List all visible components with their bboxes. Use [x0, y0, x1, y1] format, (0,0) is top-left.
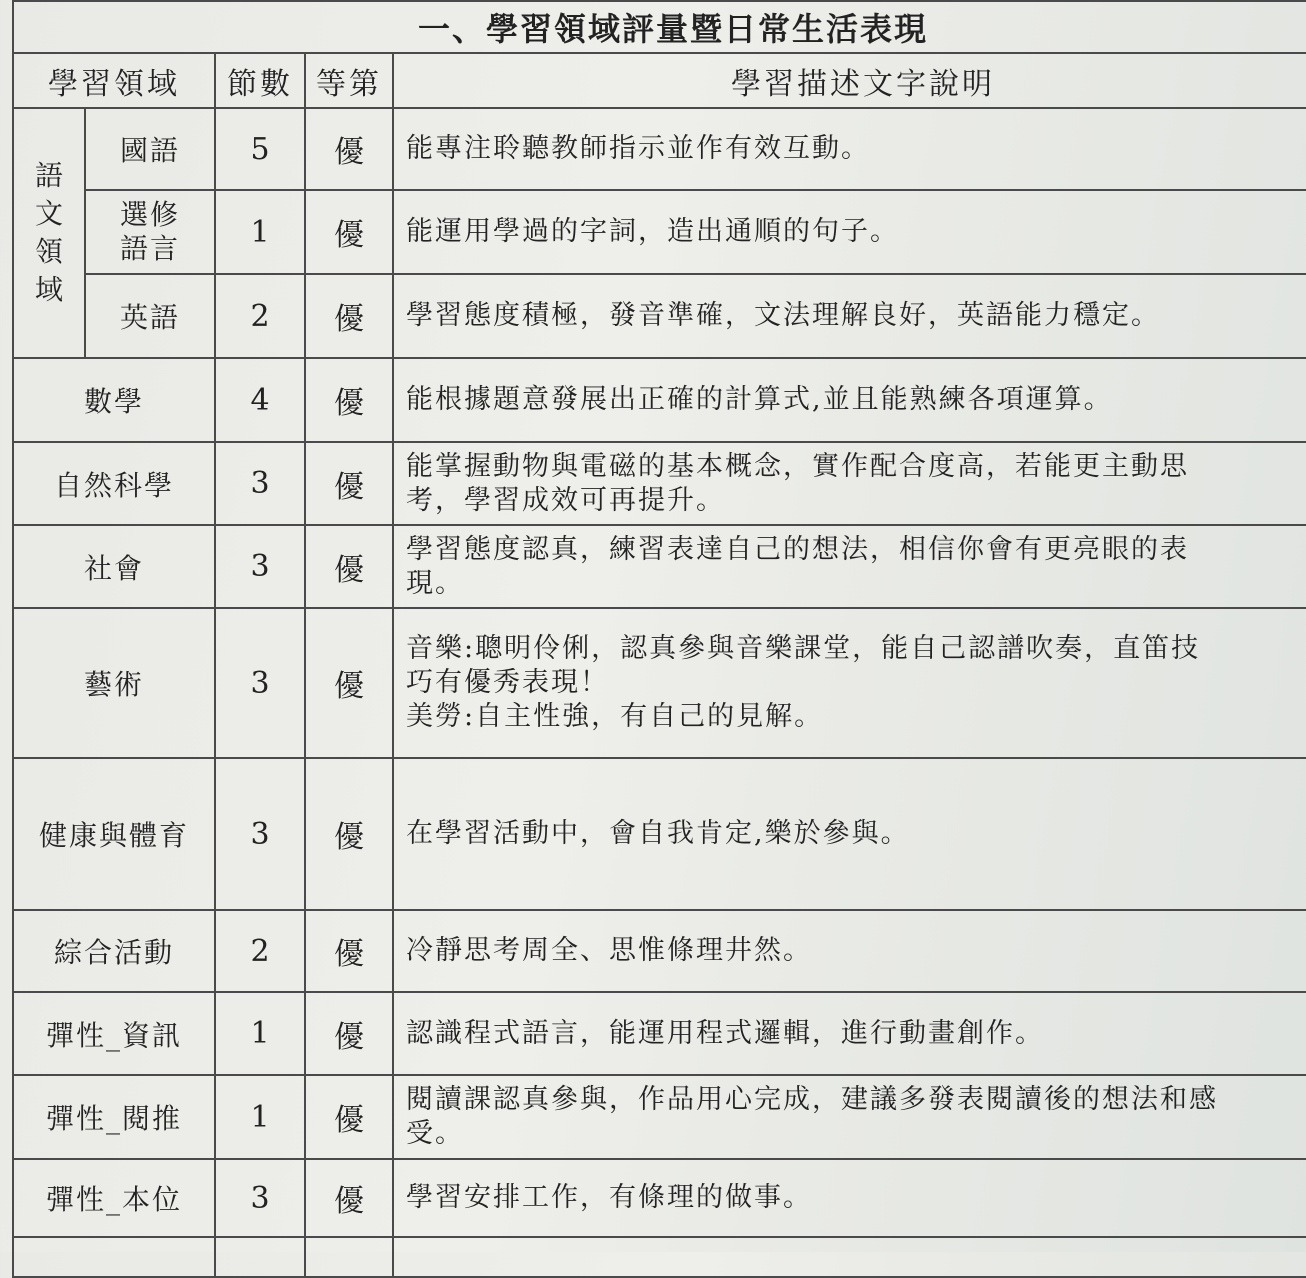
description-line: 能根據題意發展出正確的計算式,並且能熟練各項運算。	[406, 384, 1113, 415]
grade-cell: 優	[305, 910, 393, 992]
description-line: 考，學習成效可再提升。	[406, 484, 725, 516]
subject-cell: 自然科學	[13, 442, 215, 525]
sessions-cell: 3	[215, 608, 305, 758]
empty-cell	[305, 1237, 393, 1277]
header-sessions: 節數	[215, 53, 305, 108]
table-row	[13, 358, 1306, 442]
description-line: 在學習活動中，會自我肯定,樂於參與。	[406, 818, 910, 849]
grade-cell: 優	[305, 525, 393, 608]
report-card-sheet	[12, 0, 1306, 1270]
description-cell	[393, 442, 1306, 525]
grade-cell: 優	[305, 992, 393, 1075]
description-cell	[393, 525, 1306, 608]
table-row	[13, 992, 1306, 1075]
table-row	[13, 525, 1306, 608]
table-title: 一、學習領域評量暨日常生活表現	[13, 1, 1306, 53]
description-cell	[393, 608, 1306, 758]
table-row	[13, 442, 1306, 525]
learning-domain-table	[12, 0, 1306, 1278]
table-row	[13, 274, 1306, 358]
empty-cell	[215, 1237, 305, 1277]
description-line: 受。	[406, 1118, 464, 1149]
description-cell	[393, 1159, 1306, 1237]
subject-cell: 彈性_資訊	[13, 992, 215, 1075]
description-line: 能掌握動物與電磁的基本概念，實作配合度高，若能更主動思	[406, 450, 1189, 482]
table-row	[13, 608, 1306, 758]
sessions-cell: 1	[215, 992, 305, 1075]
header-row	[13, 53, 1306, 108]
description-line: 閱讀課認真參與，作品用心完成，建議多發表閱讀後的想法和感	[406, 1084, 1218, 1115]
description-line: 認識程式語言，能運用程式邏輯，進行動畫創作。	[406, 1017, 1044, 1049]
table-row	[13, 1159, 1306, 1237]
sessions-cell: 3	[215, 442, 305, 525]
header-description: 學習描述文字說明	[393, 53, 1306, 108]
grade-cell: 優	[305, 190, 393, 274]
description-cell	[393, 758, 1306, 910]
grade-cell: 優	[305, 608, 393, 758]
subject-cell: 藝術	[13, 608, 215, 758]
grade-cell: 優	[305, 758, 393, 910]
header-grade: 等第	[305, 53, 393, 108]
subject-cell: 綜合活動	[13, 910, 215, 992]
sessions-cell: 5	[215, 108, 305, 190]
title-row	[13, 1, 1306, 53]
description-line: 美勞:自主性強，有自己的見解。	[406, 701, 824, 732]
grade-cell: 優	[305, 442, 393, 525]
description-line: 能運用學過的字詞，造出通順的句子。	[406, 216, 899, 247]
subject-line: 語言	[119, 232, 180, 265]
sessions-cell: 3	[215, 758, 305, 910]
table-row	[13, 910, 1306, 992]
subject-cell: 英語	[85, 274, 215, 358]
subject-cell: 健康與體育	[13, 758, 215, 910]
subject-cell: 彈性_閱推	[13, 1075, 215, 1159]
empty-cell	[393, 1237, 1306, 1277]
subject-cell	[85, 190, 215, 274]
sessions-cell: 3	[215, 1159, 305, 1237]
description-line: 學習態度積極，發音準確，文法理解良好，英語能力穩定。	[406, 300, 1160, 331]
sessions-cell: 4	[215, 358, 305, 442]
description-cell	[393, 108, 1306, 190]
grade-cell: 優	[305, 358, 393, 442]
grade-cell: 優	[305, 108, 393, 190]
description-line: 音樂:聰明伶俐，認真參與音樂課堂，能自己認譜吹奏，直笛技	[406, 633, 1201, 664]
subject-cell: 彈性_本位	[13, 1159, 215, 1237]
grade-cell: 優	[305, 1075, 393, 1159]
group-label-char: 文	[34, 197, 63, 230]
sessions-cell: 3	[215, 525, 305, 608]
grade-cell: 優	[305, 1159, 393, 1237]
group-label-char: 域	[34, 273, 63, 306]
description-cell	[393, 274, 1306, 358]
sessions-cell: 1	[215, 190, 305, 274]
table-row-partial	[13, 1237, 1306, 1277]
description-line: 巧有優秀表現！	[406, 667, 609, 698]
group-label-char: 語	[34, 159, 63, 192]
empty-cell	[13, 1237, 215, 1277]
description-line: 學習安排工作，有條理的做事。	[406, 1182, 812, 1213]
description-cell	[393, 1075, 1306, 1159]
subject-line: 選修	[119, 198, 180, 231]
subject-cell: 數學	[13, 358, 215, 442]
description-line: 能專注聆聽教師指示並作有效互動。	[406, 133, 870, 164]
grade-cell: 優	[305, 274, 393, 358]
table-row	[13, 190, 1306, 274]
subject-cell: 社會	[13, 525, 215, 608]
description-line: 冷靜思考周全、思惟條理井然。	[406, 935, 812, 966]
table-row	[13, 758, 1306, 910]
group-label-language	[13, 108, 85, 358]
group-label-char: 領	[34, 235, 63, 268]
subject-cell: 國語	[85, 108, 215, 190]
description-line: 學習態度認真，練習表達自己的想法，相信你會有更亮眼的表	[406, 533, 1189, 565]
sessions-cell: 2	[215, 910, 305, 992]
description-line: 現。	[406, 567, 464, 599]
table-row	[13, 1075, 1306, 1159]
description-cell	[393, 992, 1306, 1075]
sessions-cell: 1	[215, 1075, 305, 1159]
description-cell	[393, 910, 1306, 992]
description-cell	[393, 190, 1306, 274]
description-cell	[393, 358, 1306, 442]
header-domain: 學習領域	[13, 53, 215, 108]
sessions-cell: 2	[215, 274, 305, 358]
table-row	[13, 108, 1306, 190]
